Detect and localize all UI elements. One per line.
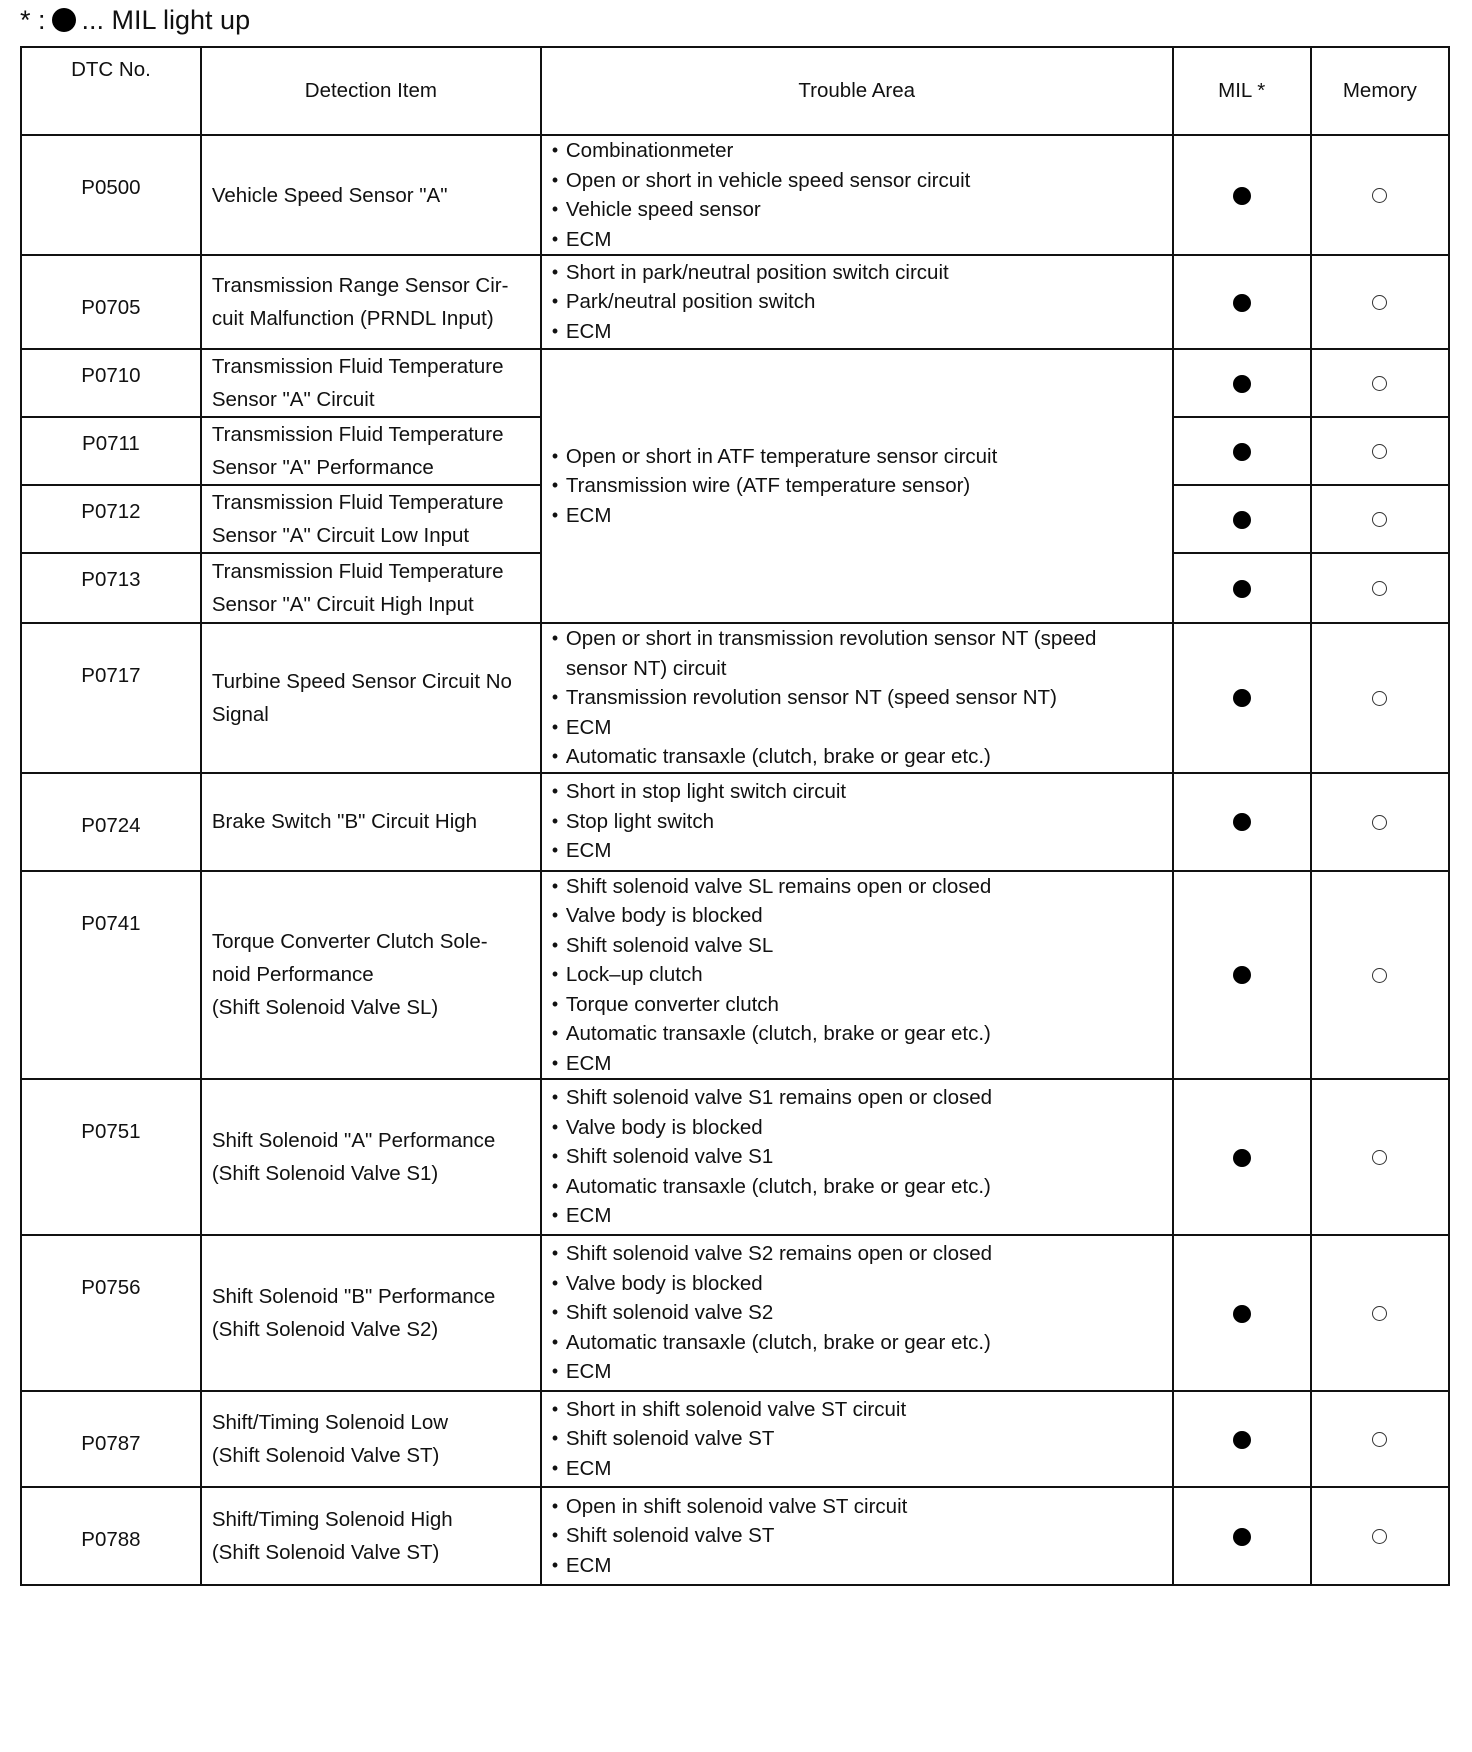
trouble-area-list	[552, 1083, 1164, 1231]
mil-cell	[1173, 1235, 1311, 1391]
detection-item-line: noid Performance	[211, 963, 374, 987]
header-detection-item: Detection Item	[201, 47, 541, 135]
detection-item-line: Transmission Fluid Temperature	[211, 491, 504, 514]
trouble-area-list	[552, 624, 1164, 772]
filled-circle-icon	[1233, 375, 1251, 393]
filled-circle-icon	[1233, 294, 1251, 312]
filled-circle-icon	[1233, 689, 1251, 707]
trouble-area-item: • Shift solenoid valve SL	[552, 931, 1164, 961]
table-row	[21, 349, 1449, 417]
filled-circle-icon	[1233, 511, 1251, 529]
mil-cell	[1173, 553, 1311, 623]
mil-cell	[1173, 1487, 1311, 1585]
trouble-area-item: • ECM	[552, 713, 1164, 743]
empty-circle-icon	[1372, 1529, 1387, 1544]
trouble-area-item: • Automatic transaxle (clutch, brake or gear etc.)	[552, 1328, 1164, 1358]
dtc-table	[20, 46, 1450, 1586]
detection-item-line: Transmission Fluid Temperature	[211, 560, 504, 583]
trouble-area	[541, 349, 1173, 623]
trouble-area-item: • ECM	[552, 225, 1164, 255]
empty-circle-icon	[1372, 691, 1387, 706]
detection-item	[201, 485, 541, 553]
detection-item	[201, 623, 541, 773]
detection-item	[201, 553, 541, 623]
trouble-area-list	[552, 1395, 1164, 1484]
memory-cell	[1311, 871, 1449, 1080]
trouble-area	[541, 871, 1173, 1080]
dtc-code: P0705	[21, 255, 201, 349]
trouble-area	[541, 135, 1173, 255]
detection-item	[201, 1079, 541, 1235]
detection-item-line: (Shift Solenoid Valve SL)	[211, 996, 439, 1020]
trouble-area-item: • Park/neutral position switch	[552, 287, 1164, 317]
mil-cell	[1173, 623, 1311, 773]
detection-item-line: Shift/Timing Solenoid Low	[211, 1411, 449, 1434]
empty-circle-icon	[1372, 968, 1387, 983]
trouble-area	[541, 255, 1173, 349]
trouble-area-item: • ECM	[552, 1357, 1164, 1387]
dtc-code: P0756	[21, 1235, 201, 1391]
trouble-area-item: • Open in shift solenoid valve ST circuit	[552, 1492, 1164, 1522]
header-mil: MIL *	[1173, 47, 1311, 135]
trouble-area	[541, 623, 1173, 773]
detection-item-line: (Shift Solenoid Valve ST)	[211, 1541, 440, 1564]
mil-cell	[1173, 1079, 1311, 1235]
filled-circle-icon	[1233, 443, 1251, 461]
table-row	[21, 135, 1449, 255]
table-row	[21, 1079, 1449, 1235]
trouble-area-item: • ECM	[552, 1201, 1164, 1231]
filled-circle-icon	[1233, 580, 1251, 598]
empty-circle-icon	[1372, 188, 1387, 203]
dtc-code: P0713	[21, 553, 201, 623]
table-row	[21, 1391, 1449, 1487]
trouble-area-item: • Valve body is blocked	[552, 1269, 1164, 1299]
detection-item-line: Torque Converter Clutch Sole-	[211, 930, 488, 954]
trouble-area-item: • Lock–up clutch	[552, 960, 1164, 990]
filled-circle-icon	[1233, 1528, 1251, 1546]
dtc-code: P0787	[21, 1391, 201, 1487]
detection-item	[201, 1235, 541, 1391]
dtc-code: P0710	[21, 349, 201, 417]
trouble-area-item: • Automatic transaxle (clutch, brake or gear etc.)	[552, 742, 1164, 772]
trouble-area-item: • ECM	[552, 1049, 1164, 1079]
detection-item-line: (Shift Solenoid Valve S2)	[211, 1318, 439, 1341]
empty-circle-icon	[1372, 1150, 1387, 1165]
detection-item	[201, 871, 541, 1080]
trouble-area-item: • Combinationmeter	[552, 136, 1164, 166]
dtc-code: P0751	[21, 1079, 201, 1235]
legend-prefix: * :	[20, 4, 46, 35]
trouble-area-item: • Open or short in transmission revolution sensor NT (speed sensor NT) circuit	[552, 624, 1164, 683]
memory-cell	[1311, 417, 1449, 485]
detection-item-line: Transmission Fluid Temperature	[211, 355, 504, 378]
trouble-area-item: • Transmission wire (ATF temperature sensor)	[552, 471, 1164, 501]
trouble-area-item: • Open or short in ATF temperature sensor circuit	[552, 442, 1164, 472]
memory-cell	[1311, 135, 1449, 255]
trouble-area-item: • Short in shift solenoid valve ST circuit	[552, 1395, 1164, 1425]
memory-cell	[1311, 773, 1449, 871]
trouble-area-list	[552, 136, 1164, 254]
dtc-code: P0500	[21, 135, 201, 255]
trouble-area-item: • Shift solenoid valve S1 remains open or closed	[552, 1083, 1164, 1113]
detection-item-line: Vehicle Speed Sensor "A"	[211, 183, 448, 207]
detection-item-line: Shift Solenoid "A" Performance	[211, 1129, 496, 1152]
detection-item	[201, 255, 541, 349]
table-row	[21, 623, 1449, 773]
detection-item	[201, 1487, 541, 1585]
trouble-area-item: • Shift solenoid valve S2 remains open or closed	[552, 1239, 1164, 1269]
mil-cell	[1173, 349, 1311, 417]
trouble-area-item: • Shift solenoid valve SL remains open or closed	[552, 872, 1164, 902]
detection-item-line: Shift Solenoid "B" Performance	[211, 1285, 496, 1308]
filled-circle-icon	[1233, 813, 1251, 831]
detection-item	[201, 417, 541, 485]
memory-cell	[1311, 1079, 1449, 1235]
header-memory: Memory	[1311, 47, 1449, 135]
memory-cell	[1311, 1235, 1449, 1391]
detection-item-line: Sensor "A" Circuit	[211, 388, 375, 411]
memory-cell	[1311, 1391, 1449, 1487]
header-row	[21, 47, 1449, 135]
trouble-area-item: • ECM	[552, 1551, 1164, 1581]
detection-item-line: (Shift Solenoid Valve S1)	[211, 1162, 439, 1185]
filled-circle-icon	[1233, 1305, 1251, 1323]
memory-cell	[1311, 553, 1449, 623]
detection-item-line: Turbine Speed Sensor Circuit No	[211, 669, 512, 693]
mil-cell	[1173, 135, 1311, 255]
table-body	[21, 135, 1449, 1585]
trouble-area-item: • Shift solenoid valve S2	[552, 1298, 1164, 1328]
table-row	[21, 255, 1449, 349]
filled-circle-icon	[52, 8, 76, 32]
detection-item-line: Sensor "A" Performance	[211, 456, 434, 479]
trouble-area-item: • Automatic transaxle (clutch, brake or gear etc.)	[552, 1019, 1164, 1049]
trouble-area-item: • Shift solenoid valve ST	[552, 1521, 1164, 1551]
table-row	[21, 1487, 1449, 1585]
trouble-area	[541, 1391, 1173, 1487]
header-dtc: DTC No.	[21, 47, 201, 135]
memory-cell	[1311, 255, 1449, 349]
empty-circle-icon	[1372, 581, 1387, 596]
trouble-area-item: • ECM	[552, 836, 1164, 866]
empty-circle-icon	[1372, 444, 1387, 459]
table-row	[21, 871, 1449, 1080]
trouble-area-item: • Short in stop light switch circuit	[552, 777, 1164, 807]
detection-item	[201, 1391, 541, 1487]
trouble-area-item: • Short in park/neutral position switch circuit	[552, 258, 1164, 288]
detection-item	[201, 135, 541, 255]
trouble-area-list	[552, 777, 1164, 866]
empty-circle-icon	[1372, 1306, 1387, 1321]
empty-circle-icon	[1372, 1432, 1387, 1447]
mil-cell	[1173, 255, 1311, 349]
trouble-area-item: • Torque converter clutch	[552, 990, 1164, 1020]
trouble-area-item: • Valve body is blocked	[552, 901, 1164, 931]
trouble-area	[541, 1079, 1173, 1235]
dtc-code: P0741	[21, 871, 201, 1080]
trouble-area-item: • ECM	[552, 501, 1164, 531]
mil-cell	[1173, 417, 1311, 485]
legend-text: ... MIL light up	[81, 4, 251, 35]
trouble-area-item: • ECM	[552, 1454, 1164, 1484]
detection-item-line: (Shift Solenoid Valve ST)	[211, 1444, 440, 1467]
dtc-code: P0788	[21, 1487, 201, 1585]
filled-circle-icon	[1233, 1431, 1251, 1449]
mil-cell	[1173, 1391, 1311, 1487]
detection-item-line: Brake Switch "B" Circuit High	[211, 810, 478, 833]
detection-item-line: Transmission Range Sensor Cir-	[211, 274, 509, 297]
detection-item-line: Sensor "A" Circuit Low Input	[211, 524, 470, 547]
trouble-area-item: • Shift solenoid valve ST	[552, 1424, 1164, 1454]
mil-cell	[1173, 485, 1311, 553]
empty-circle-icon	[1372, 815, 1387, 830]
memory-cell	[1311, 349, 1449, 417]
trouble-area-item: • Shift solenoid valve S1	[552, 1142, 1164, 1172]
detection-item	[201, 349, 541, 417]
header-trouble-area: Trouble Area	[541, 47, 1173, 135]
trouble-area-item: • Open or short in vehicle speed sensor circuit	[552, 166, 1164, 196]
legend	[20, 2, 250, 38]
trouble-area-list	[552, 1492, 1164, 1581]
trouble-area	[541, 1487, 1173, 1585]
mil-cell	[1173, 773, 1311, 871]
filled-circle-icon	[1233, 1149, 1251, 1167]
trouble-area-item: • Transmission revolution sensor NT (speed sensor NT)	[552, 683, 1164, 713]
dtc-code: P0711	[21, 417, 201, 485]
trouble-area-item: • Stop light switch	[552, 807, 1164, 837]
trouble-area-list	[552, 872, 1164, 1079]
mil-cell	[1173, 871, 1311, 1080]
table-row	[21, 773, 1449, 871]
detection-item-line: cuit Malfunction (PRNDL Input)	[211, 307, 494, 330]
trouble-area	[541, 1235, 1173, 1391]
trouble-area-item: • ECM	[552, 317, 1164, 347]
memory-cell	[1311, 623, 1449, 773]
memory-cell	[1311, 1487, 1449, 1585]
memory-cell	[1311, 485, 1449, 553]
dtc-code: P0712	[21, 485, 201, 553]
trouble-area-list	[552, 442, 1164, 531]
trouble-area-list	[552, 258, 1164, 347]
detection-item-line: Signal	[211, 702, 269, 726]
trouble-area-item: • Automatic transaxle (clutch, brake or gear etc.)	[552, 1172, 1164, 1202]
empty-circle-icon	[1372, 512, 1387, 527]
empty-circle-icon	[1372, 295, 1387, 310]
trouble-area-list	[552, 1239, 1164, 1387]
dtc-code: P0717	[21, 623, 201, 773]
detection-item-line: Shift/Timing Solenoid High	[211, 1508, 453, 1531]
trouble-area-item: • Valve body is blocked	[552, 1113, 1164, 1143]
trouble-area-item: • Vehicle speed sensor	[552, 195, 1164, 225]
detection-item-line: Sensor "A" Circuit High Input	[211, 593, 474, 616]
filled-circle-icon	[1233, 187, 1251, 205]
detection-item-line: Transmission Fluid Temperature	[211, 423, 504, 446]
filled-circle-icon	[1233, 966, 1251, 984]
table-row	[21, 1235, 1449, 1391]
detection-item	[201, 773, 541, 871]
dtc-code: P0724	[21, 773, 201, 871]
trouble-area	[541, 773, 1173, 871]
empty-circle-icon	[1372, 376, 1387, 391]
